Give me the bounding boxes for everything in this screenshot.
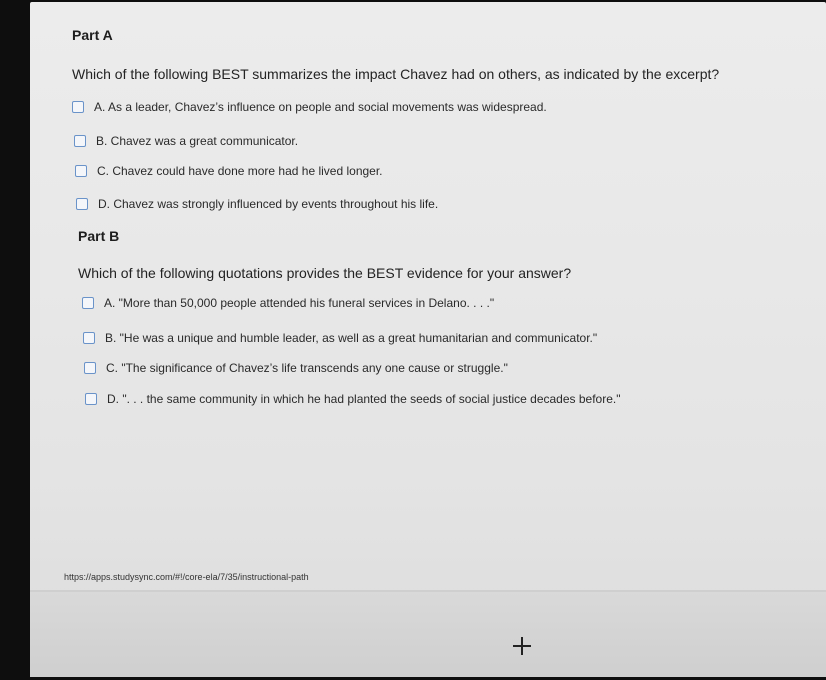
option-label: B. "He was a unique and humble leader, as well as a great humanitarian and communicator." [105, 331, 598, 345]
part-b-option-b[interactable] [83, 331, 597, 345]
option-label: D. Chavez was strongly influenced by events throughout his life. [98, 197, 439, 211]
part-b-heading: Part B [78, 228, 120, 244]
checkbox-icon[interactable] [72, 101, 84, 113]
option-label: C. Chavez could have done more had he lived longer. [97, 164, 383, 178]
part-b-question: Which of the following quotations provides the BEST evidence for your answer? [78, 265, 572, 281]
option-label: B. Chavez was a great communicator. [96, 134, 299, 148]
checkbox-icon[interactable] [83, 332, 95, 344]
checkbox-icon[interactable] [84, 362, 96, 374]
part-a-option-c[interactable] [75, 164, 383, 178]
part-a-option-a[interactable] [72, 100, 547, 114]
plus-icon [511, 635, 533, 657]
part-b-option-a[interactable] [82, 296, 494, 310]
option-label: D. ". . . the same community in which he had planted the seeds of social justice decades before." [107, 392, 621, 406]
part-a-question: Which of the following BEST summarizes the impact Chavez had on others, as indicated by the excerpt? [72, 66, 720, 82]
part-a-option-d[interactable] [76, 197, 438, 211]
add-button[interactable] [508, 632, 536, 660]
part-a-heading: Part A [72, 27, 113, 43]
checkbox-icon[interactable] [76, 198, 88, 210]
part-b-option-d[interactable] [85, 392, 620, 406]
checkbox-icon[interactable] [74, 135, 86, 147]
page-url: https://apps.studysync.com/#!/core-ela/7/35/instructional-path [64, 572, 309, 582]
page-bottom-area [30, 592, 826, 677]
option-label: A. "More than 50,000 people attended his funeral services in Delano. . . ." [104, 296, 495, 310]
checkbox-icon[interactable] [75, 165, 87, 177]
option-label: C. "The significance of Chavez’s life transcends any one cause or struggle." [106, 361, 508, 375]
option-label: A. As a leader, Chavez’s influence on people and social movements was widespread. [94, 100, 547, 114]
checkbox-icon[interactable] [85, 393, 97, 405]
part-b-option-c[interactable] [84, 361, 508, 375]
checkbox-icon[interactable] [82, 297, 94, 309]
part-a-option-b[interactable] [74, 134, 298, 148]
